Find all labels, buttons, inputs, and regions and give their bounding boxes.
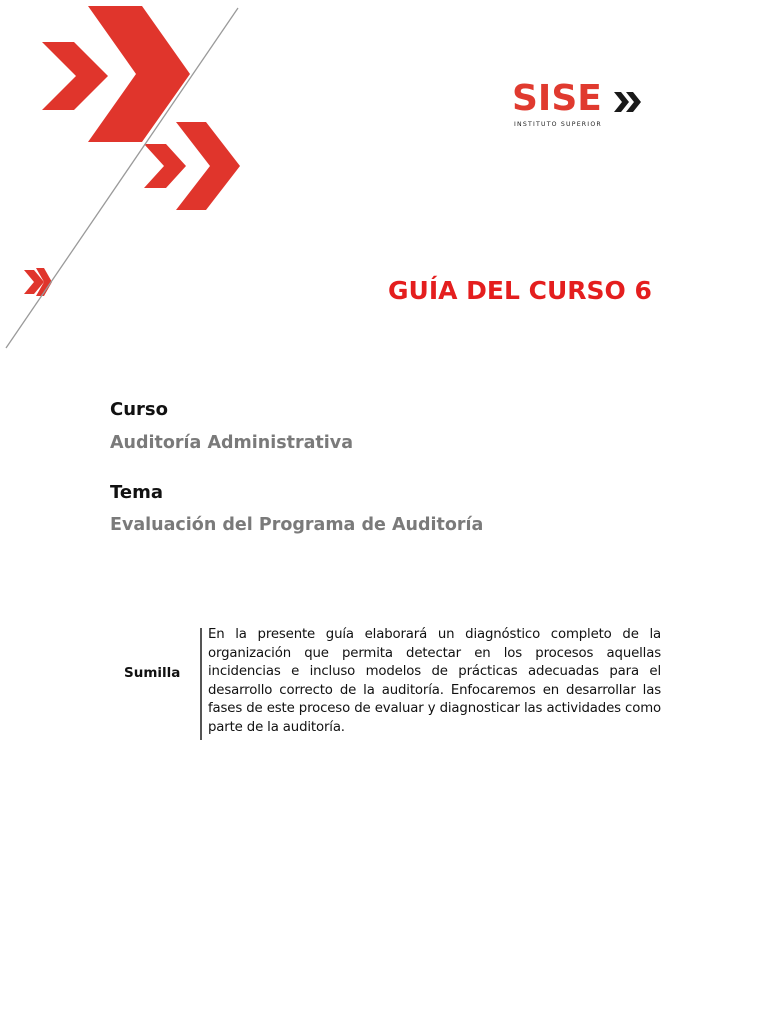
curso-label: Curso [110,399,168,420]
sise-logo [512,78,652,132]
medium-chevron-icon [42,42,108,110]
logo-wordmark: SISE [512,78,602,119]
chevron-decoration-icon [0,0,260,360]
page-title: GUÍA DEL CURSO 6 [388,276,652,305]
tema-label: Tema [110,482,163,503]
curso-value: Auditoría Administrativa [110,433,354,453]
tema-value: Evaluación del Programa de Auditoría [110,515,484,535]
logo-tagline: INSTITUTO SUPERIOR [514,121,602,128]
sumilla-label: Sumilla [124,665,181,681]
small-chevron-icon [144,144,186,188]
sumilla-text: En la presente guía elaborará un diagnóstico completo de la organización que permita detectar en los procesos aquellas incidencias e incluso modelos de prácticas adecuadas para el desarrollo correcto de la auditoría. Enfocaremos en desarrollar las fases de este proceso de evaluar y diagnosticar las actividades como parte de la auditoría. [208,627,661,735]
sumilla-divider [200,628,202,740]
logo-chevron-icon [612,90,646,114]
